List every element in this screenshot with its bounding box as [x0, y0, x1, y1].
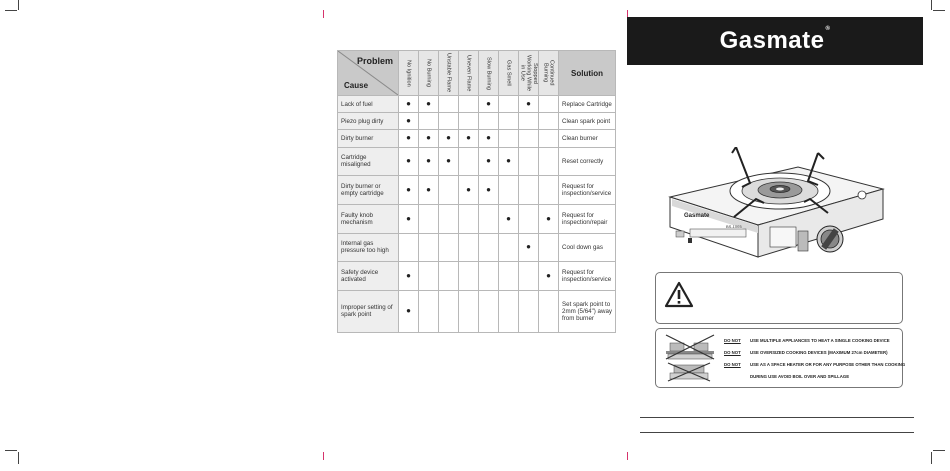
corner-header — [338, 51, 399, 96]
symptom-mark: ● — [479, 147, 499, 176]
warning-triangle-icon — [664, 281, 694, 308]
table-row — [338, 147, 616, 176]
do-not-tag: DO NOT — [724, 362, 741, 367]
symptom-cell — [459, 262, 479, 291]
symptom-cell — [539, 176, 559, 205]
symptom-cell — [499, 113, 519, 130]
crop-mark — [931, 0, 932, 10]
cause-cell: Internal gas pressure too high — [338, 233, 399, 262]
symptom-mark: ● — [459, 176, 479, 205]
symptom-mark: ● — [519, 96, 539, 113]
symptom-cell — [439, 262, 459, 291]
brand-name: Gasmate — [719, 27, 825, 54]
table-row — [338, 262, 616, 291]
cause-cell: Dirty burner — [338, 130, 399, 147]
solution-cell: Clean spark point — [559, 113, 616, 130]
solution-cell: Request for inspection/service — [559, 262, 616, 291]
registered-mark: ® — [825, 26, 831, 32]
symptom-cell — [479, 113, 499, 130]
solution-cell: Request for inspection/repair — [559, 204, 616, 233]
solution-cell: Request for inspection/service — [559, 176, 616, 205]
cause-cell: Lack of fuel — [338, 96, 399, 113]
table-row — [338, 233, 616, 262]
symptom-cell — [439, 233, 459, 262]
symptom-cell — [479, 262, 499, 291]
crop-mark — [933, 450, 945, 451]
symptom-cell — [519, 176, 539, 205]
problem-label: Problem — [356, 56, 393, 66]
symptom-cell — [539, 130, 559, 147]
symptom-cell — [439, 96, 459, 113]
symptom-cell — [499, 96, 519, 113]
table-row — [338, 290, 616, 332]
crop-mark — [18, 452, 19, 464]
solution-header: Solution — [559, 51, 616, 96]
symptom-cell — [519, 147, 539, 176]
symptom-header — [539, 51, 559, 96]
do-not-tag: DO NOT — [724, 350, 741, 355]
symptom-mark: ● — [479, 176, 499, 205]
symptom-cell — [479, 233, 499, 262]
solution-cell: Set spark point to 2mm (5/64") away from burner — [559, 290, 616, 332]
do-not-text: USE OVERSIZED COOKING DEVICES (MAXIMUM 27cm DIAMETER) — [750, 350, 888, 355]
symptom-cell — [439, 204, 459, 233]
crop-mark — [5, 450, 17, 451]
symptom-cell — [439, 290, 459, 332]
symptom-mark: ● — [399, 96, 419, 113]
symptom-cell — [459, 96, 479, 113]
do-not-row — [724, 350, 902, 355]
fold-mark — [323, 452, 324, 460]
do-not-box — [655, 328, 906, 388]
symptom-mark: ● — [519, 233, 539, 262]
symptom-cell — [539, 113, 559, 130]
symptom-label: Stopped Working While in Use — [519, 55, 538, 91]
symptom-label: Slow Burning — [485, 56, 492, 90]
symptom-label: No Ignition — [405, 59, 412, 87]
symptom-header — [439, 51, 459, 96]
table-row — [338, 113, 616, 130]
do-not-row — [724, 338, 902, 343]
symptom-cell — [439, 176, 459, 205]
solution-cell: Clean burner — [559, 130, 616, 147]
symptom-header — [499, 51, 519, 96]
solution-cell: Cool down gas — [559, 233, 616, 262]
crop-mark — [933, 10, 945, 11]
symptom-label: Uneven Flame — [465, 54, 472, 92]
do-not-text: USE MULTIPLE APPLIANCES TO HEAT A SINGLE COOKING DEVICE — [750, 338, 890, 343]
symptom-header — [519, 51, 539, 96]
crop-mark — [18, 0, 19, 10]
symptom-mark: ● — [399, 204, 419, 233]
troubleshooting-rows — [338, 96, 616, 333]
table-header-row — [338, 51, 616, 96]
cause-cell: Improper setting of spark point — [338, 290, 399, 332]
symptom-mark: ● — [439, 130, 459, 147]
symptom-cell — [419, 262, 439, 291]
symptom-mark: ● — [459, 130, 479, 147]
symptom-mark: ● — [419, 130, 439, 147]
symptom-cell — [499, 130, 519, 147]
stove-model-text: BS-1003 — [726, 224, 742, 229]
symptom-cell — [459, 290, 479, 332]
symptom-cell — [419, 204, 439, 233]
symptom-cell — [399, 233, 419, 262]
brand-banner — [627, 17, 923, 65]
divider-line — [640, 417, 914, 418]
symptom-cell — [499, 233, 519, 262]
symptom-cell — [539, 147, 559, 176]
table-row — [338, 176, 616, 205]
symptom-cell — [419, 290, 439, 332]
symptom-cell — [419, 233, 439, 262]
do-not-tag: DO NOT — [724, 338, 741, 343]
stove-brand-text: Gasmate — [684, 213, 710, 219]
symptom-cell — [519, 113, 539, 130]
symptom-cell — [539, 233, 559, 262]
prohibited-use-illustration — [664, 333, 720, 383]
cause-cell: Safety device activated — [338, 262, 399, 291]
solution-cell: Reset correctly — [559, 147, 616, 176]
brand-logo — [627, 17, 923, 65]
symptom-cell — [459, 147, 479, 176]
symptom-mark: ● — [399, 130, 419, 147]
symptom-mark: ● — [539, 204, 559, 233]
cause-label: Cause — [344, 81, 369, 90]
do-not-footer-text: DURING USE AVOID BOIL OVER AND SPILLAGE — [750, 374, 850, 379]
symptom-mark: ● — [439, 147, 459, 176]
warning-box — [655, 272, 903, 324]
crop-mark — [5, 10, 17, 11]
troubleshooting-table — [337, 50, 612, 333]
table-row — [338, 96, 616, 113]
symptom-label: Gas Smell — [505, 60, 512, 86]
table-row — [338, 204, 616, 233]
cause-cell: Dirty burner or empty cartridge — [338, 176, 399, 205]
symptom-mark: ● — [479, 96, 499, 113]
symptom-mark: ● — [399, 262, 419, 291]
symptom-cell — [479, 290, 499, 332]
symptom-mark: ● — [539, 262, 559, 291]
symptom-label: Continued Burning — [542, 60, 555, 86]
symptom-cell — [459, 204, 479, 233]
symptom-mark: ● — [499, 204, 519, 233]
symptom-cell — [539, 290, 559, 332]
symptom-cell — [499, 176, 519, 205]
cause-cell: Piezo plug dirty — [338, 113, 399, 130]
do-not-row — [724, 362, 906, 367]
symptom-cell — [519, 204, 539, 233]
symptom-cell — [439, 113, 459, 130]
symptom-cell — [519, 262, 539, 291]
symptom-mark: ● — [399, 113, 419, 130]
symptom-header — [459, 51, 479, 96]
symptom-mark: ● — [399, 290, 419, 332]
fold-mark — [323, 10, 324, 18]
cause-cell: Faulty knob mechanism — [338, 204, 399, 233]
symptom-label: Unstable Flame — [445, 53, 452, 93]
symptom-mark: ● — [479, 130, 499, 147]
symptom-mark: ● — [419, 147, 439, 176]
do-not-footer — [724, 374, 902, 379]
symptom-mark: ● — [419, 96, 439, 113]
symptom-cell — [459, 113, 479, 130]
do-not-text: USE AS A SPACE HEATER OR FOR ANY PURPOSE OTHER THAN COOKING — [750, 362, 906, 367]
symptom-cell — [419, 113, 439, 130]
stove-illustration — [658, 147, 888, 267]
symptom-header — [399, 51, 419, 96]
solution-cell: Replace Cartridge — [559, 96, 616, 113]
divider-line — [640, 432, 914, 433]
symptom-cell — [539, 96, 559, 113]
crop-mark — [931, 452, 932, 464]
symptom-header — [419, 51, 439, 96]
fold-mark — [627, 452, 628, 460]
cause-cell: Cartridge misaligned — [338, 147, 399, 176]
symptom-cell — [519, 130, 539, 147]
symptom-mark: ● — [399, 147, 419, 176]
symptom-label: No Burning — [425, 59, 432, 87]
table-row — [338, 130, 616, 147]
symptom-cell — [479, 204, 499, 233]
symptom-mark: ● — [399, 176, 419, 205]
symptom-cell — [499, 262, 519, 291]
symptom-cell — [459, 233, 479, 262]
symptom-mark: ● — [419, 176, 439, 205]
symptom-header — [479, 51, 499, 96]
symptom-mark: ● — [499, 147, 519, 176]
symptom-cell — [519, 290, 539, 332]
symptom-cell — [499, 290, 519, 332]
